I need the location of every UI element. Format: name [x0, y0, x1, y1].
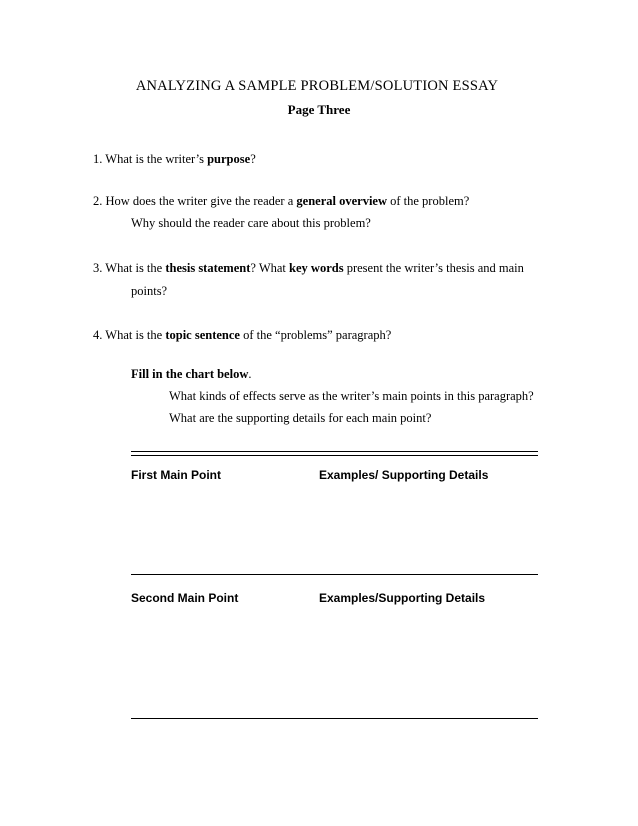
question-4-text: 4. What is the: [93, 328, 166, 342]
question-3-continuation: points?: [131, 284, 168, 298]
first-main-point-header: First Main Point: [131, 468, 221, 482]
chart-instruction: [131, 367, 251, 382]
question-3-suffix: present the writer’s thesis and main: [343, 261, 524, 275]
chart-instruction-period: .: [248, 367, 252, 381]
question-1: [93, 152, 256, 167]
question-3-keyword-keywords: key words: [289, 261, 344, 275]
question-2-suffix: of the problem?: [387, 194, 470, 208]
question-3-keyword-thesis: thesis statement: [165, 261, 251, 275]
question-4-keyword: topic sentence: [165, 328, 240, 342]
worksheet-title: ANALYZING A SAMPLE PROBLEM/SOLUTION ESSAY: [135, 78, 499, 94]
table-bottom-rule: [131, 718, 538, 719]
question-2-followup: Why should the reader care about this problem?: [131, 216, 371, 230]
question-4-suffix: of the “problems” paragraph?: [239, 328, 392, 342]
question-4: [93, 328, 391, 343]
question-2: [93, 194, 469, 209]
chart-prompt-1: What kinds of effects serve as the writer’s main points in this paragraph?: [169, 389, 534, 403]
question-3: [93, 261, 524, 276]
table-middle-rule: [131, 574, 538, 575]
first-supporting-details-header: Examples/ Supporting Details: [319, 468, 489, 482]
question-2-text: 2. How does the writer give the reader a: [93, 194, 297, 208]
question-1-keyword: purpose: [207, 152, 251, 166]
page-label: Page Three: [287, 102, 351, 117]
chart-instruction-bold: Fill in the chart below: [131, 367, 249, 381]
question-1-suffix: ?: [250, 152, 256, 166]
question-3-text: 3. What is the: [93, 261, 166, 275]
table-top-rule: [131, 451, 538, 456]
chart-prompt-2: What are the supporting details for each main point?: [169, 411, 432, 425]
question-1-text: 1. What is the writer’s: [93, 152, 208, 166]
second-supporting-details-header: Examples/Supporting Details: [319, 591, 486, 605]
question-2-keyword: general overview: [296, 194, 387, 208]
question-3-middle: ? What: [250, 261, 290, 275]
second-main-point-header: Second Main Point: [131, 591, 239, 605]
